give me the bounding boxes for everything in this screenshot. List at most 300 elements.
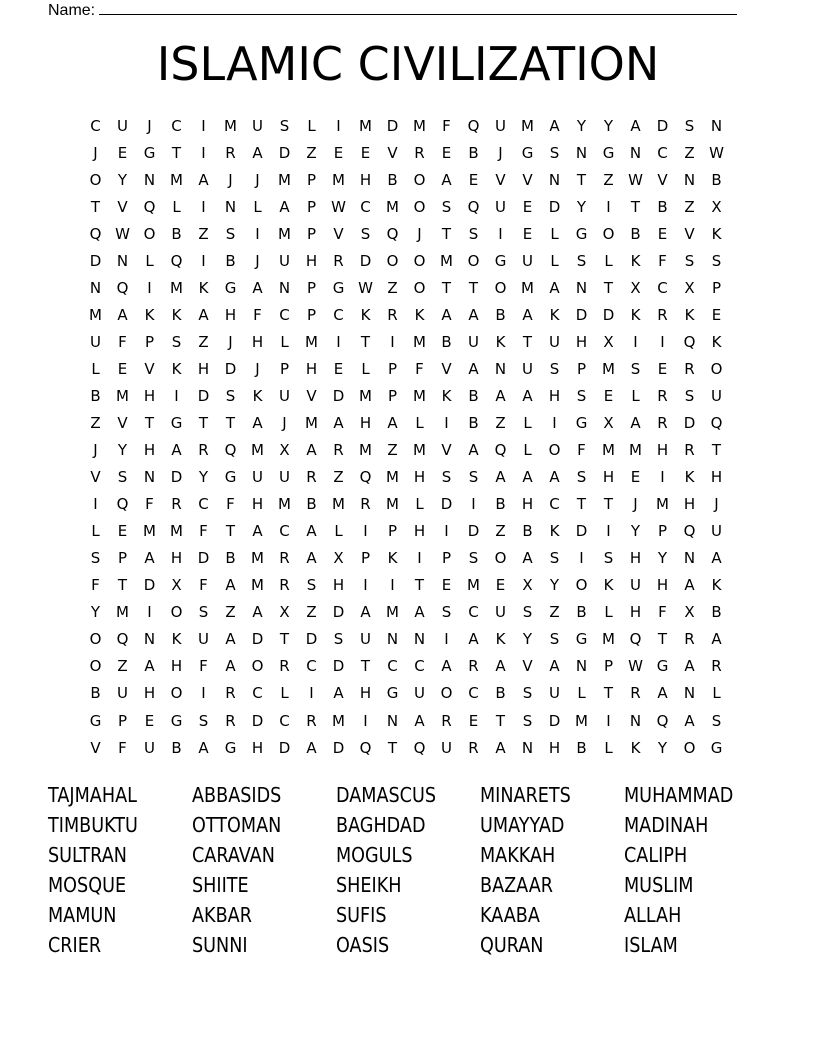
grid-letter[interactable]: S: [522, 684, 533, 703]
grid-letter[interactable]: W: [358, 278, 373, 297]
grid-letter[interactable]: M: [467, 576, 480, 595]
grid-letter[interactable]: S: [684, 386, 695, 405]
grid-letter[interactable]: U: [522, 359, 533, 378]
grid-letter[interactable]: T: [414, 576, 425, 595]
grid-letter[interactable]: X: [711, 197, 722, 216]
grid-letter[interactable]: U: [414, 684, 425, 703]
grid-letter[interactable]: N: [143, 170, 156, 189]
grid-letter[interactable]: R: [468, 738, 479, 757]
grid-letter[interactable]: A: [522, 386, 533, 405]
grid-letter[interactable]: X: [684, 278, 695, 297]
grid-letter[interactable]: U: [495, 603, 506, 622]
grid-letter[interactable]: G: [494, 251, 507, 270]
grid-letter[interactable]: S: [360, 224, 371, 243]
grid-letter[interactable]: H: [413, 522, 426, 541]
grid-letter[interactable]: N: [575, 657, 588, 676]
grid-letter[interactable]: M: [413, 116, 426, 135]
grid-letter[interactable]: I: [579, 549, 584, 568]
grid-letter[interactable]: E: [117, 522, 128, 541]
grid-letter[interactable]: C: [252, 684, 263, 703]
grid-letter[interactable]: D: [332, 603, 345, 622]
grid-letter[interactable]: A: [252, 603, 263, 622]
grid-letter[interactable]: A: [522, 305, 533, 324]
grid-letter[interactable]: S: [306, 576, 317, 595]
grid-letter[interactable]: V: [522, 170, 533, 189]
grid-letter[interactable]: I: [633, 332, 638, 351]
grid-letter[interactable]: I: [444, 630, 449, 649]
grid-letter[interactable]: H: [521, 495, 534, 514]
grid-letter[interactable]: A: [468, 630, 479, 649]
grid-letter[interactable]: A: [522, 549, 533, 568]
grid-letter[interactable]: A: [252, 278, 263, 297]
name-blank-field[interactable]: [99, 0, 737, 15]
grid-letter[interactable]: U: [198, 630, 209, 649]
grid-letter[interactable]: S: [576, 251, 587, 270]
grid-letter[interactable]: S: [117, 468, 128, 487]
grid-letter[interactable]: R: [333, 441, 344, 460]
grid-letter[interactable]: I: [390, 332, 395, 351]
grid-letter[interactable]: M: [413, 332, 426, 351]
grid-letter[interactable]: L: [604, 603, 613, 622]
grid-letter[interactable]: P: [144, 332, 155, 351]
grid-letter[interactable]: T: [576, 170, 587, 189]
grid-letter[interactable]: I: [201, 116, 206, 135]
grid-letter[interactable]: Z: [117, 657, 128, 676]
grid-letter[interactable]: K: [171, 359, 182, 378]
grid-letter[interactable]: A: [171, 441, 182, 460]
grid-letter[interactable]: S: [603, 549, 614, 568]
grid-letter[interactable]: R: [684, 359, 695, 378]
grid-letter[interactable]: P: [306, 197, 317, 216]
grid-letter[interactable]: H: [602, 468, 615, 487]
grid-letter[interactable]: Z: [387, 278, 398, 297]
grid-letter[interactable]: M: [602, 630, 615, 649]
grid-letter[interactable]: J: [147, 116, 152, 135]
grid-letter[interactable]: U: [468, 332, 479, 351]
grid-letter[interactable]: J: [498, 143, 503, 162]
grid-letter[interactable]: B: [711, 603, 722, 622]
grid-letter[interactable]: L: [253, 197, 262, 216]
grid-letter[interactable]: F: [145, 495, 154, 514]
grid-letter[interactable]: H: [170, 657, 183, 676]
grid-letter[interactable]: Z: [198, 224, 209, 243]
grid-letter[interactable]: I: [147, 603, 152, 622]
grid-letter[interactable]: U: [711, 522, 722, 541]
grid-letter[interactable]: M: [116, 603, 129, 622]
grid-letter[interactable]: S: [468, 549, 479, 568]
grid-letter[interactable]: G: [656, 657, 669, 676]
grid-letter[interactable]: K: [711, 332, 722, 351]
grid-letter[interactable]: A: [549, 657, 560, 676]
grid-letter[interactable]: Q: [494, 441, 507, 460]
grid-letter[interactable]: D: [89, 251, 102, 270]
grid-letter[interactable]: H: [143, 441, 156, 460]
grid-letter[interactable]: I: [552, 414, 557, 433]
grid-letter[interactable]: N: [386, 630, 399, 649]
grid-letter[interactable]: T: [387, 738, 398, 757]
grid-letter[interactable]: L: [631, 386, 640, 405]
grid-letter[interactable]: S: [684, 251, 695, 270]
grid-letter[interactable]: Q: [656, 711, 669, 730]
grid-letter[interactable]: L: [145, 251, 154, 270]
grid-letter[interactable]: O: [548, 441, 561, 460]
grid-letter[interactable]: E: [468, 711, 479, 730]
grid-letter[interactable]: M: [224, 116, 237, 135]
grid-letter[interactable]: O: [413, 170, 426, 189]
grid-letter[interactable]: H: [359, 170, 372, 189]
grid-letter[interactable]: Y: [522, 630, 533, 649]
grid-letter[interactable]: N: [386, 711, 399, 730]
grid-letter[interactable]: G: [224, 468, 237, 487]
grid-letter[interactable]: T: [441, 224, 452, 243]
grid-letter[interactable]: M: [602, 441, 615, 460]
grid-letter[interactable]: R: [225, 143, 236, 162]
grid-letter[interactable]: Y: [549, 576, 560, 595]
grid-letter[interactable]: F: [253, 305, 262, 324]
grid-letter[interactable]: I: [363, 522, 368, 541]
grid-letter[interactable]: A: [306, 522, 317, 541]
grid-letter[interactable]: A: [684, 657, 695, 676]
grid-letter[interactable]: T: [225, 414, 236, 433]
grid-letter[interactable]: D: [359, 251, 372, 270]
grid-letter[interactable]: P: [306, 170, 317, 189]
grid-letter[interactable]: P: [441, 549, 452, 568]
grid-letter[interactable]: T: [171, 143, 182, 162]
grid-letter[interactable]: T: [630, 197, 641, 216]
grid-letter[interactable]: E: [441, 576, 452, 595]
grid-letter[interactable]: S: [711, 251, 722, 270]
grid-letter[interactable]: Q: [467, 197, 480, 216]
grid-letter[interactable]: V: [90, 468, 101, 487]
grid-letter[interactable]: H: [305, 359, 318, 378]
grid-letter[interactable]: D: [656, 116, 669, 135]
grid-letter[interactable]: O: [683, 738, 696, 757]
grid-letter[interactable]: H: [575, 332, 588, 351]
grid-letter[interactable]: N: [143, 630, 156, 649]
grid-letter[interactable]: J: [255, 251, 260, 270]
grid-letter[interactable]: H: [413, 468, 426, 487]
grid-letter[interactable]: F: [658, 251, 667, 270]
grid-letter[interactable]: R: [279, 576, 290, 595]
grid-letter[interactable]: I: [444, 414, 449, 433]
grid-letter[interactable]: I: [390, 576, 395, 595]
grid-letter[interactable]: D: [467, 522, 480, 541]
grid-letter[interactable]: T: [603, 495, 614, 514]
grid-letter[interactable]: K: [549, 522, 560, 541]
grid-letter[interactable]: G: [332, 278, 345, 297]
grid-letter[interactable]: E: [603, 386, 614, 405]
grid-letter[interactable]: Y: [576, 197, 587, 216]
grid-letter[interactable]: E: [657, 224, 668, 243]
grid-letter[interactable]: I: [444, 522, 449, 541]
grid-letter[interactable]: M: [386, 468, 399, 487]
grid-letter[interactable]: Z: [90, 414, 101, 433]
grid-letter[interactable]: F: [415, 359, 424, 378]
grid-letter[interactable]: U: [279, 386, 290, 405]
grid-letter[interactable]: N: [89, 278, 102, 297]
grid-letter[interactable]: C: [333, 305, 344, 324]
grid-letter[interactable]: I: [201, 684, 206, 703]
grid-letter[interactable]: Z: [684, 143, 695, 162]
grid-letter[interactable]: P: [657, 522, 668, 541]
grid-letter[interactable]: U: [279, 468, 290, 487]
grid-letter[interactable]: N: [278, 278, 291, 297]
grid-letter[interactable]: B: [576, 603, 587, 622]
grid-letter[interactable]: A: [144, 549, 155, 568]
grid-letter[interactable]: Z: [333, 468, 344, 487]
grid-letter[interactable]: M: [332, 170, 345, 189]
grid-letter[interactable]: L: [577, 684, 586, 703]
grid-letter[interactable]: Q: [116, 278, 129, 297]
grid-letter[interactable]: T: [441, 278, 452, 297]
grid-letter[interactable]: Q: [359, 468, 372, 487]
grid-letter[interactable]: M: [251, 441, 264, 460]
grid-letter[interactable]: I: [201, 143, 206, 162]
grid-letter[interactable]: E: [522, 197, 533, 216]
grid-letter[interactable]: K: [171, 305, 182, 324]
grid-letter[interactable]: V: [144, 359, 155, 378]
grid-letter[interactable]: M: [143, 522, 156, 541]
grid-letter[interactable]: N: [143, 468, 156, 487]
grid-letter[interactable]: H: [251, 332, 264, 351]
grid-letter[interactable]: S: [576, 468, 587, 487]
grid-letter[interactable]: A: [657, 684, 668, 703]
grid-letter[interactable]: G: [710, 738, 723, 757]
grid-letter[interactable]: K: [198, 278, 209, 297]
grid-letter[interactable]: C: [549, 495, 560, 514]
grid-letter[interactable]: C: [171, 116, 182, 135]
grid-letter[interactable]: O: [89, 657, 102, 676]
grid-letter[interactable]: H: [332, 576, 345, 595]
grid-letter[interactable]: D: [575, 522, 588, 541]
grid-letter[interactable]: U: [117, 684, 128, 703]
grid-letter[interactable]: M: [170, 170, 183, 189]
grid-letter[interactable]: I: [201, 251, 206, 270]
grid-letter[interactable]: X: [630, 278, 641, 297]
grid-letter[interactable]: T: [144, 414, 155, 433]
grid-letter[interactable]: I: [201, 197, 206, 216]
grid-letter[interactable]: I: [606, 711, 611, 730]
grid-letter[interactable]: O: [386, 251, 399, 270]
grid-letter[interactable]: I: [174, 386, 179, 405]
grid-letter[interactable]: O: [413, 197, 426, 216]
grid-letter[interactable]: I: [498, 224, 503, 243]
grid-letter[interactable]: L: [523, 441, 532, 460]
grid-letter[interactable]: W: [331, 197, 346, 216]
grid-letter[interactable]: Y: [657, 549, 668, 568]
grid-letter[interactable]: K: [630, 305, 641, 324]
grid-letter[interactable]: S: [549, 359, 560, 378]
grid-letter[interactable]: O: [575, 576, 588, 595]
grid-letter[interactable]: D: [386, 116, 399, 135]
grid-letter[interactable]: Z: [684, 197, 695, 216]
grid-letter[interactable]: U: [522, 251, 533, 270]
grid-letter[interactable]: Z: [495, 414, 506, 433]
grid-letter[interactable]: T: [225, 522, 236, 541]
grid-letter[interactable]: U: [90, 332, 101, 351]
grid-letter[interactable]: Y: [117, 170, 128, 189]
grid-letter[interactable]: Q: [170, 251, 183, 270]
grid-letter[interactable]: A: [414, 603, 425, 622]
grid-letter[interactable]: L: [361, 359, 370, 378]
grid-letter[interactable]: I: [363, 711, 368, 730]
grid-letter[interactable]: I: [336, 116, 341, 135]
grid-letter[interactable]: S: [198, 603, 209, 622]
grid-letter[interactable]: Q: [89, 224, 102, 243]
grid-letter[interactable]: L: [604, 251, 613, 270]
grid-letter[interactable]: K: [144, 305, 155, 324]
grid-letter[interactable]: S: [711, 711, 722, 730]
grid-letter[interactable]: O: [440, 684, 453, 703]
grid-letter[interactable]: V: [117, 414, 128, 433]
grid-letter[interactable]: R: [225, 684, 236, 703]
grid-letter[interactable]: A: [117, 305, 128, 324]
grid-letter[interactable]: S: [549, 143, 560, 162]
grid-letter[interactable]: O: [89, 170, 102, 189]
grid-letter[interactable]: A: [630, 116, 641, 135]
grid-letter[interactable]: I: [336, 332, 341, 351]
grid-letter[interactable]: M: [521, 116, 534, 135]
grid-letter[interactable]: F: [199, 657, 208, 676]
grid-letter[interactable]: X: [522, 576, 533, 595]
grid-letter[interactable]: V: [522, 657, 533, 676]
grid-letter[interactable]: N: [494, 359, 507, 378]
grid-letter[interactable]: V: [657, 170, 668, 189]
grid-letter[interactable]: Z: [549, 603, 560, 622]
grid-letter[interactable]: A: [549, 116, 560, 135]
grid-letter[interactable]: O: [413, 251, 426, 270]
grid-letter[interactable]: E: [117, 143, 128, 162]
grid-letter[interactable]: D: [197, 386, 210, 405]
grid-letter[interactable]: H: [548, 738, 561, 757]
grid-letter[interactable]: Q: [629, 630, 642, 649]
grid-letter[interactable]: S: [198, 711, 209, 730]
grid-letter[interactable]: A: [198, 170, 209, 189]
grid-letter[interactable]: B: [495, 305, 506, 324]
grid-letter[interactable]: N: [629, 711, 642, 730]
grid-letter[interactable]: S: [684, 116, 695, 135]
grid-letter[interactable]: O: [170, 603, 183, 622]
grid-letter[interactable]: J: [255, 359, 260, 378]
grid-letter[interactable]: K: [684, 305, 695, 324]
grid-letter[interactable]: X: [333, 549, 344, 568]
grid-letter[interactable]: X: [171, 576, 182, 595]
grid-letter[interactable]: Z: [306, 143, 317, 162]
grid-letter[interactable]: D: [251, 630, 264, 649]
grid-letter[interactable]: X: [279, 441, 290, 460]
grid-letter[interactable]: D: [170, 468, 183, 487]
grid-letter[interactable]: N: [575, 143, 588, 162]
grid-letter[interactable]: F: [199, 522, 208, 541]
grid-letter[interactable]: P: [576, 359, 587, 378]
grid-letter[interactable]: Q: [683, 522, 696, 541]
grid-letter[interactable]: F: [658, 603, 667, 622]
grid-letter[interactable]: I: [417, 549, 422, 568]
grid-letter[interactable]: K: [252, 386, 263, 405]
grid-letter[interactable]: M: [278, 170, 291, 189]
grid-letter[interactable]: R: [306, 711, 317, 730]
grid-letter[interactable]: C: [468, 684, 479, 703]
grid-letter[interactable]: G: [521, 143, 534, 162]
grid-letter[interactable]: A: [522, 468, 533, 487]
grid-letter[interactable]: O: [89, 630, 102, 649]
grid-letter[interactable]: S: [549, 630, 560, 649]
grid-letter[interactable]: I: [471, 495, 476, 514]
grid-letter[interactable]: E: [333, 359, 344, 378]
grid-letter[interactable]: N: [548, 170, 561, 189]
grid-letter[interactable]: O: [413, 278, 426, 297]
grid-letter[interactable]: Z: [387, 441, 398, 460]
grid-letter[interactable]: C: [387, 657, 398, 676]
grid-letter[interactable]: O: [467, 251, 480, 270]
grid-letter[interactable]: R: [333, 251, 344, 270]
grid-letter[interactable]: B: [495, 495, 506, 514]
grid-letter[interactable]: A: [225, 657, 236, 676]
grid-letter[interactable]: B: [306, 495, 317, 514]
grid-letter[interactable]: A: [630, 414, 641, 433]
grid-letter[interactable]: Q: [467, 116, 480, 135]
grid-letter[interactable]: A: [279, 197, 290, 216]
grid-letter[interactable]: D: [602, 305, 615, 324]
grid-letter[interactable]: N: [521, 738, 534, 757]
grid-letter[interactable]: A: [468, 441, 479, 460]
grid-letter[interactable]: D: [278, 738, 291, 757]
grid-letter[interactable]: D: [251, 711, 264, 730]
grid-letter[interactable]: S: [522, 603, 533, 622]
grid-letter[interactable]: B: [90, 684, 101, 703]
grid-letter[interactable]: O: [494, 278, 507, 297]
grid-letter[interactable]: I: [147, 278, 152, 297]
grid-letter[interactable]: H: [710, 468, 723, 487]
grid-letter[interactable]: W: [115, 224, 130, 243]
grid-letter[interactable]: D: [143, 576, 156, 595]
grid-letter[interactable]: M: [305, 332, 318, 351]
grid-letter[interactable]: A: [468, 359, 479, 378]
grid-letter[interactable]: S: [90, 549, 101, 568]
grid-letter[interactable]: O: [251, 657, 264, 676]
grid-letter[interactable]: U: [252, 468, 263, 487]
grid-letter[interactable]: L: [712, 684, 721, 703]
grid-letter[interactable]: R: [360, 495, 371, 514]
grid-letter[interactable]: U: [117, 116, 128, 135]
grid-letter[interactable]: B: [171, 224, 182, 243]
grid-letter[interactable]: R: [468, 657, 479, 676]
grid-letter[interactable]: P: [117, 549, 128, 568]
grid-letter[interactable]: A: [684, 711, 695, 730]
grid-letter[interactable]: B: [576, 738, 587, 757]
grid-letter[interactable]: K: [360, 305, 371, 324]
grid-letter[interactable]: D: [224, 359, 237, 378]
grid-letter[interactable]: S: [468, 468, 479, 487]
grid-letter[interactable]: I: [606, 197, 611, 216]
grid-letter[interactable]: U: [549, 684, 560, 703]
grid-letter[interactable]: L: [523, 414, 532, 433]
grid-letter[interactable]: G: [170, 414, 183, 433]
grid-letter[interactable]: L: [172, 197, 181, 216]
grid-letter[interactable]: P: [387, 386, 398, 405]
grid-letter[interactable]: E: [657, 359, 668, 378]
grid-letter[interactable]: H: [224, 305, 237, 324]
grid-letter[interactable]: K: [495, 630, 506, 649]
grid-letter[interactable]: C: [279, 522, 290, 541]
grid-letter[interactable]: R: [657, 386, 668, 405]
grid-letter[interactable]: A: [360, 603, 371, 622]
grid-letter[interactable]: Z: [306, 603, 317, 622]
grid-letter[interactable]: H: [359, 414, 372, 433]
grid-letter[interactable]: S: [279, 116, 290, 135]
grid-letter[interactable]: B: [630, 224, 641, 243]
grid-letter[interactable]: W: [709, 143, 724, 162]
